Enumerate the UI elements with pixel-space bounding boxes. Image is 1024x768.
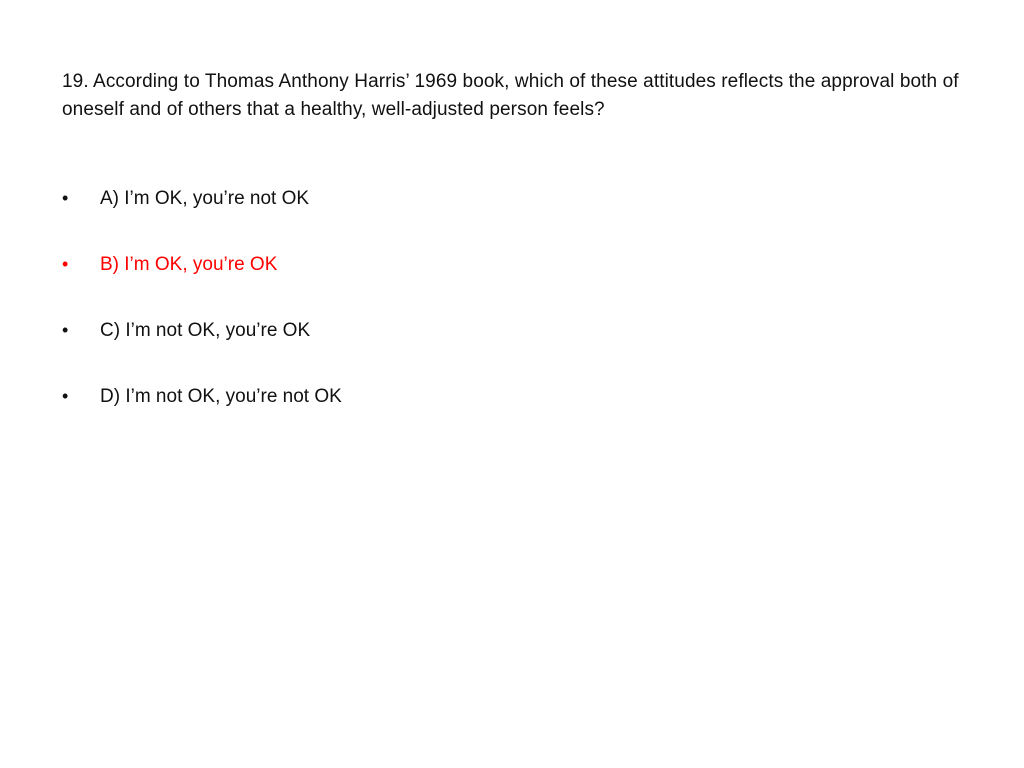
- answer-option-c: [62, 316, 342, 344]
- answer-option-c-text: C) I’m not OK, you’re OK: [100, 320, 311, 341]
- answer-option-b: [62, 250, 342, 278]
- bullet-icon: •: [62, 188, 69, 208]
- bullet-icon: •: [62, 254, 69, 274]
- bullet-icon: •: [62, 386, 69, 406]
- answer-option-d-text: D) I’m not OK, you’re not OK: [100, 386, 342, 407]
- answer-option-b-text: B) I’m OK, you’re OK: [100, 254, 278, 275]
- answer-options-list: [62, 184, 342, 448]
- answer-option-a-text: A) I’m OK, you’re not OK: [100, 188, 310, 209]
- bullet-icon: •: [62, 320, 69, 340]
- question-text: 19. According to Thomas Anthony Harris’ 1969 book, which of these attitudes reflects the approval both of oneself and of others that a healthy, well-adjusted person feels?: [62, 71, 959, 120]
- answer-option-d: [62, 382, 342, 410]
- answer-option-a: [62, 184, 342, 212]
